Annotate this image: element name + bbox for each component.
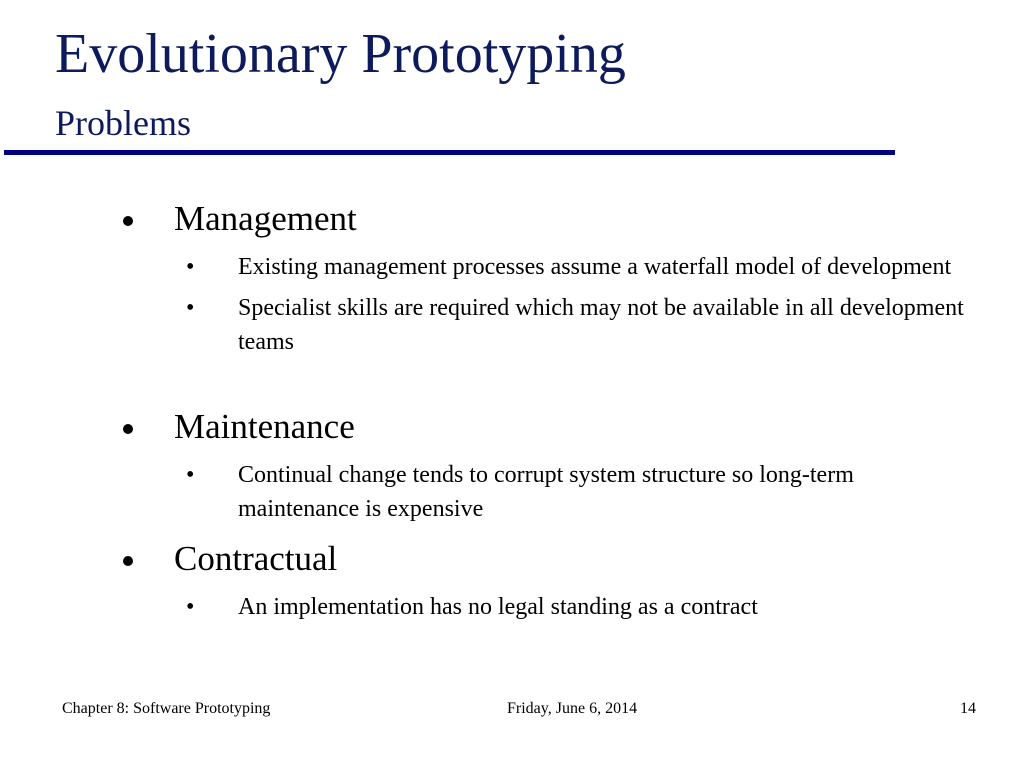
section-maintenance (120, 406, 1000, 526)
section-heading (120, 198, 1000, 240)
bullet-dot-icon (123, 424, 133, 434)
list-item-text: Existing management processes assume a waterfall model of development (238, 254, 952, 280)
list-item-text: Specialist skills are required which may not be available in all development teams (238, 295, 964, 355)
section-label: Maintenance (174, 407, 355, 446)
slide-subtitle: Problems (55, 103, 192, 143)
sub-bullet-icon: • (186, 462, 195, 488)
list-item (120, 291, 978, 359)
list-item (120, 590, 978, 624)
section-contractual (120, 538, 1000, 624)
bullet-dot-icon (123, 556, 133, 566)
list-item-text: Continual change tends to corrupt system structure so long-term maintenance is expensive (238, 462, 854, 522)
section-label: Management (174, 199, 357, 238)
list-item-text: An implementation has no legal standing as a contract (238, 594, 758, 620)
bullet-dot-icon (123, 216, 133, 226)
list-item (120, 250, 978, 284)
footer-date: Friday, June 6, 2014 (507, 700, 638, 717)
section-heading (120, 406, 1000, 448)
slide-title: Evolutionary Prototyping (55, 23, 626, 85)
footer-chapter: Chapter 8: Software Prototyping (62, 700, 271, 717)
sub-bullet-icon: • (186, 254, 195, 280)
footer-page-number: 14 (960, 700, 976, 717)
section-heading (120, 538, 1000, 580)
sub-bullet-icon: • (186, 594, 195, 620)
sub-bullet-icon: • (186, 295, 195, 321)
list-item (120, 458, 978, 526)
section-label: Contractual (174, 539, 338, 578)
section-management (120, 198, 1000, 359)
